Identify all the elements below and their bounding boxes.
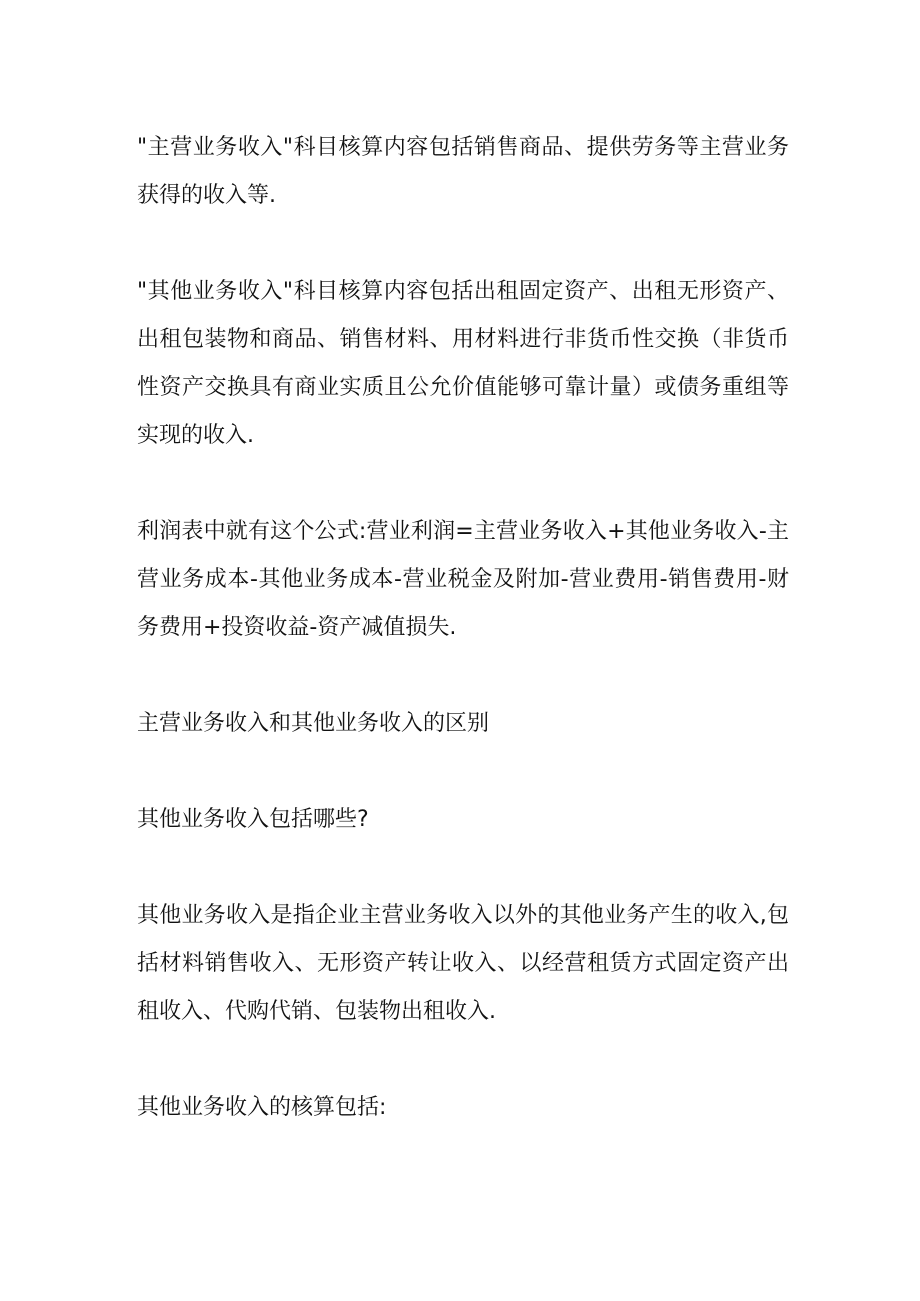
paragraph-main-business-income: "主营业务收入"科目核算内容包括销售商品、提供劳务等主营业务获得的收入等. <box>137 135 789 208</box>
paragraph-other-business-income: "其他业务收入"科目核算内容包括出租固定资产、出租无形资产、出租包装物和商品、销售材料、用材料进行非货币性交换（非货币性资产交换具有商业实质且公允价值能够可靠计量）或债务重组等实现的收入. <box>137 279 789 448</box>
section-heading-what-included: 其他业务收入包括哪些? <box>137 807 369 832</box>
paragraph-profit-formula: 利润表中就有这个公式:营业利润=主营业务收入+其他业务收入-主营业务成本-其他业务成本-营业税金及附加-营业费用-销售费用-财务费用+投资收益-资产减值损失. <box>137 519 789 640</box>
section-heading-difference: 主营业务收入和其他业务收入的区别 <box>137 711 490 736</box>
paragraph-other-income-definition: 其他业务收入是指企业主营业务收入以外的其他业务产生的收入,包括材料销售收入、无形资产转让收入、以经营租赁方式固定资产出租收入、代购代销、包装物出租收入. <box>137 903 789 1024</box>
section-heading-accounting: 其他业务收入的核算包括: <box>137 1095 387 1120</box>
document-body <box>137 124 789 1180</box>
